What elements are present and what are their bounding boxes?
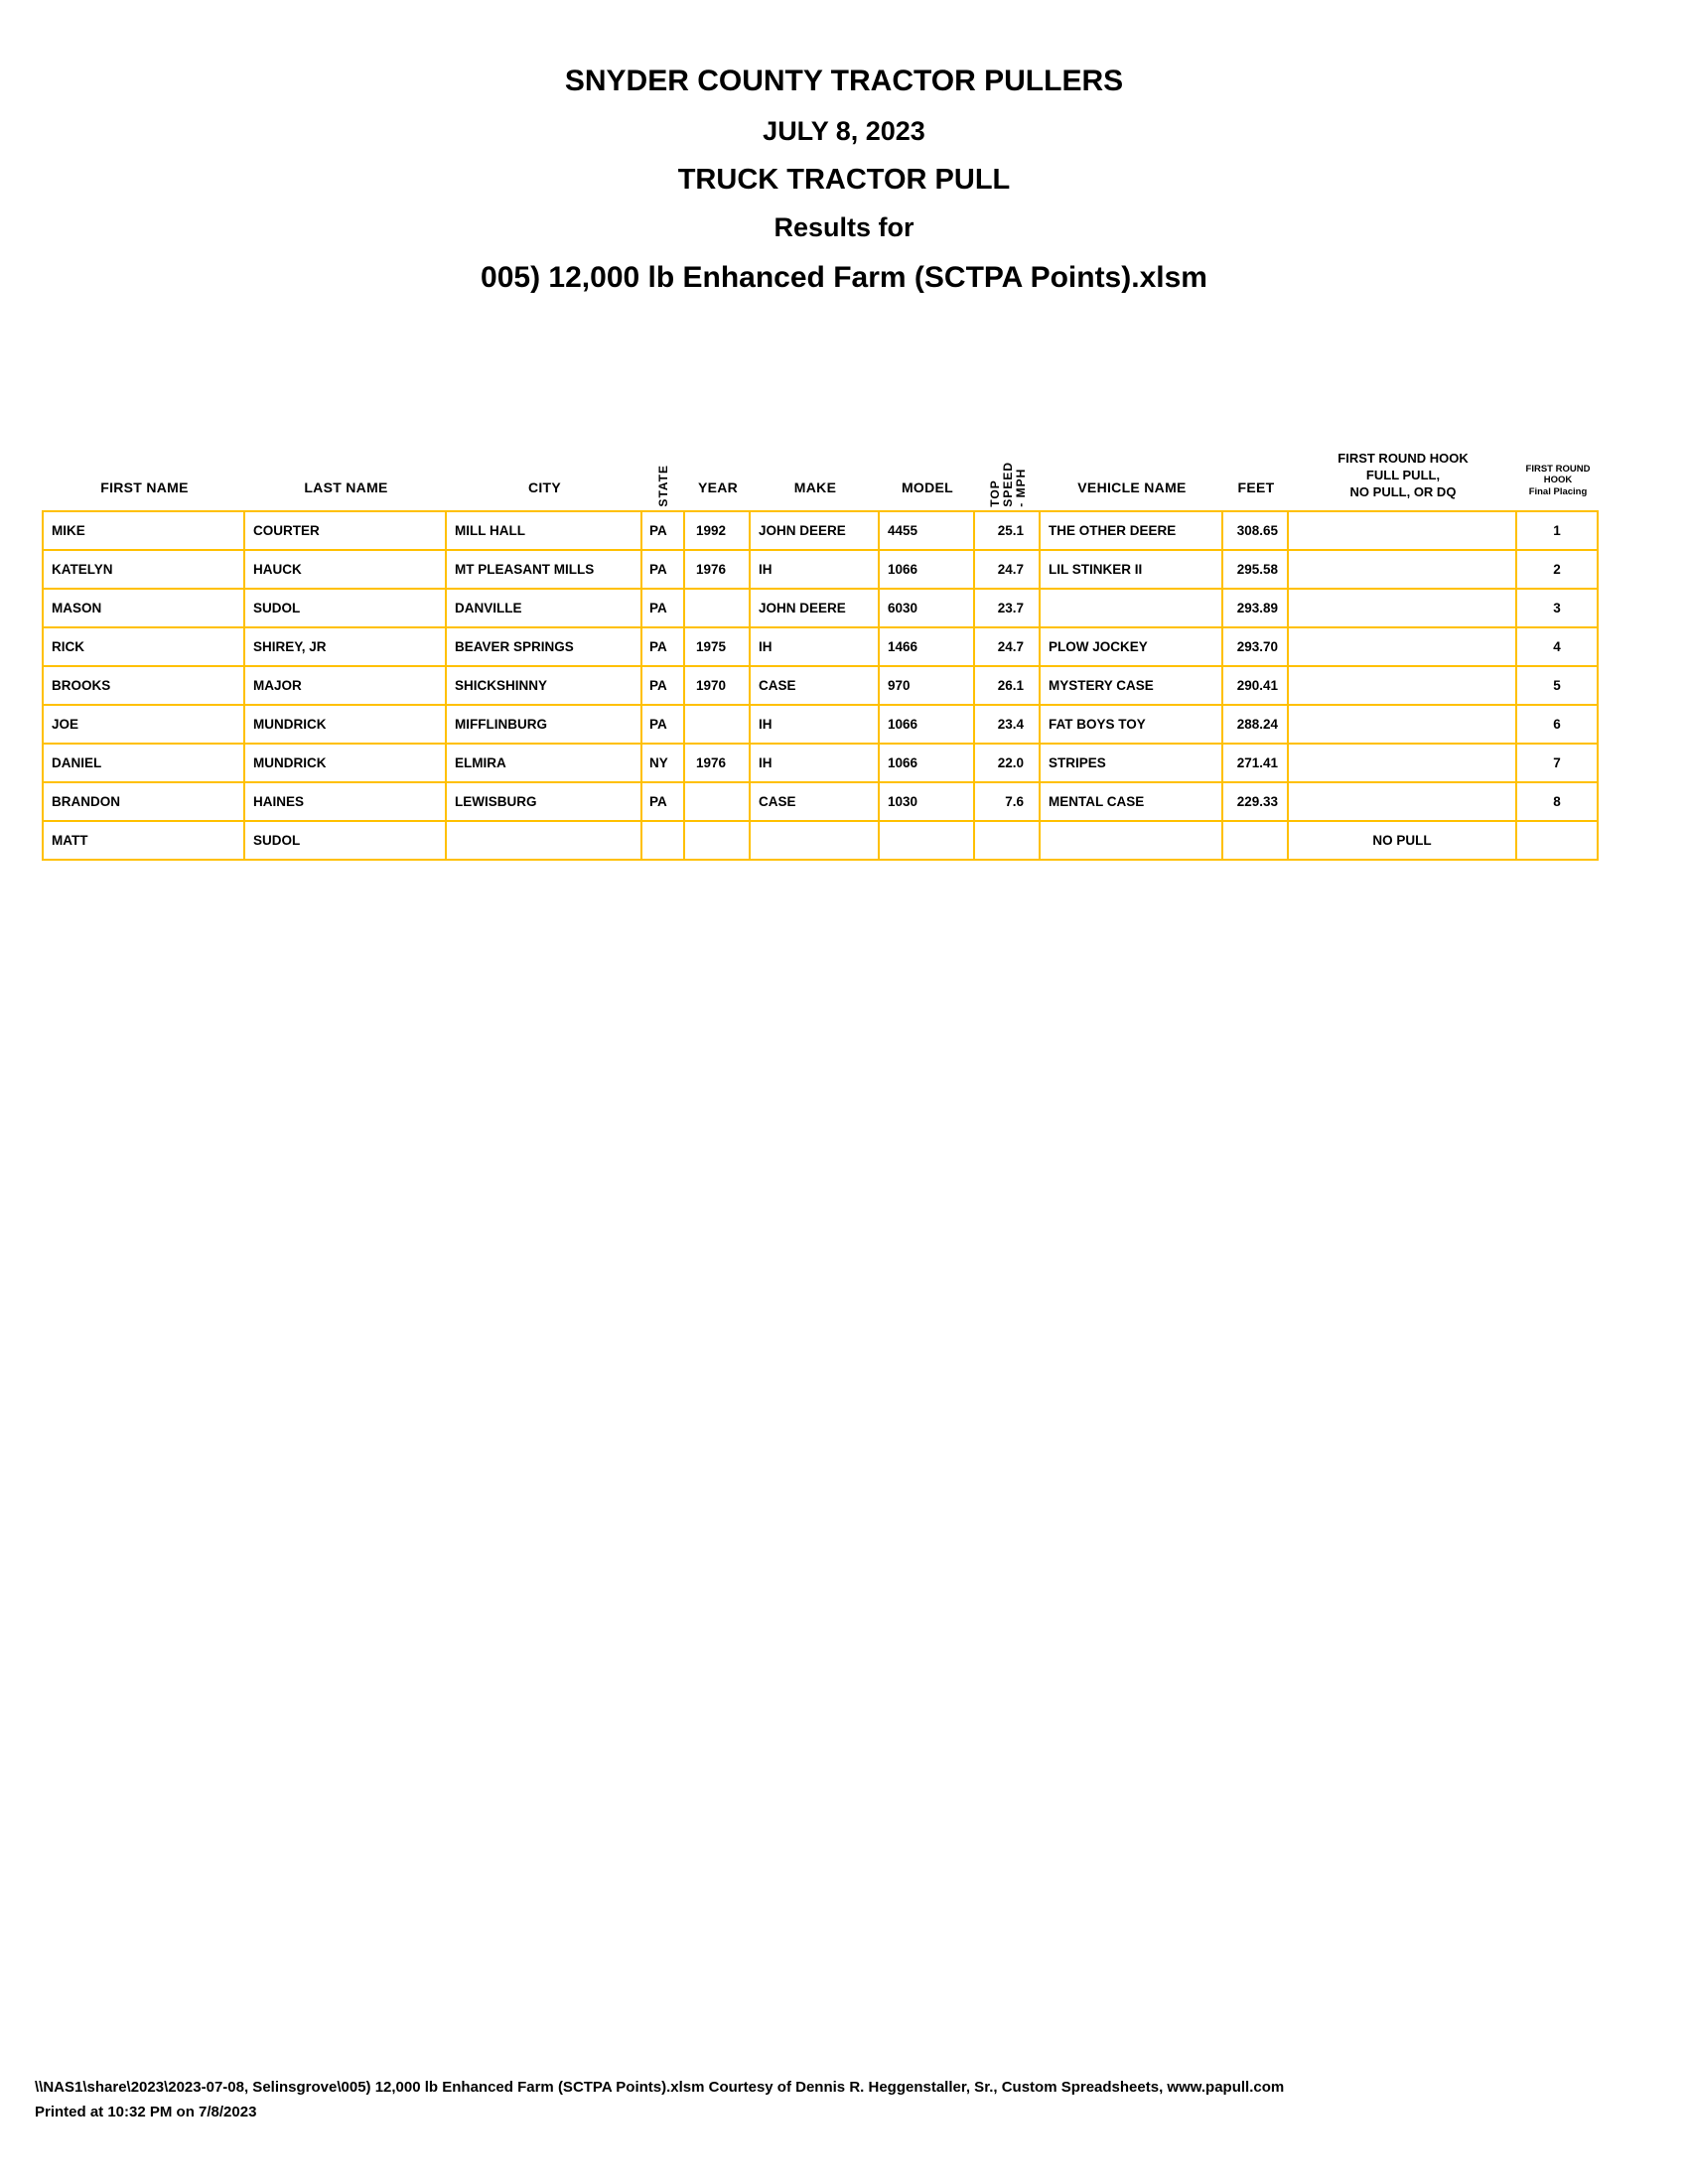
cell-top-speed: 26.1 xyxy=(975,667,1041,706)
cell-vehicle-name xyxy=(1041,822,1223,861)
cell-top-speed: 24.7 xyxy=(975,551,1041,590)
cell-final-placing: 7 xyxy=(1517,745,1599,783)
col-header-vehicle-name xyxy=(1041,415,1223,510)
cell-vehicle-name xyxy=(1041,590,1223,628)
cell-make: CASE xyxy=(751,667,880,706)
cell-first-name: BRANDON xyxy=(44,783,245,822)
col-header-year xyxy=(685,415,751,510)
cell-first-round-hook: NO PULL xyxy=(1289,822,1517,861)
class-filename-title: 005) 12,000 lb Enhanced Farm (SCTPA Points).xlsm xyxy=(481,261,1207,294)
cell-state: PA xyxy=(642,590,685,628)
cell-city: SHICKSHINNY xyxy=(447,667,642,706)
col-header-first-name xyxy=(44,415,245,510)
cell-first-name: KATELYN xyxy=(44,551,245,590)
cell-top-speed: 24.7 xyxy=(975,628,1041,667)
cell-model: 970 xyxy=(880,667,975,706)
cell-first-round-hook xyxy=(1289,745,1517,783)
results-table xyxy=(42,415,1599,861)
cell-vehicle-name: STRIPES xyxy=(1041,745,1223,783)
cell-last-name: COURTER xyxy=(245,512,447,551)
cell-model: 1066 xyxy=(880,706,975,745)
hook-header-line: FULL PULL, xyxy=(1365,468,1441,482)
col-header-label xyxy=(1337,450,1468,510)
cell-first-name: MATT xyxy=(44,822,245,861)
col-header-label: CITY xyxy=(527,479,562,495)
cell-final-placing: 2 xyxy=(1517,551,1599,590)
cell-model: 1466 xyxy=(880,628,975,667)
cell-city: BEAVER SPRINGS xyxy=(447,628,642,667)
col-header-label xyxy=(1526,464,1591,511)
table-row xyxy=(44,590,1599,628)
cell-vehicle-name: MENTAL CASE xyxy=(1041,783,1223,822)
top-speed-line: SPEED xyxy=(1000,462,1015,507)
cell-vehicle-name: MYSTERY CASE xyxy=(1041,667,1223,706)
cell-make: IH xyxy=(751,551,880,590)
page-footer xyxy=(35,2075,1284,2124)
cell-last-name: HAINES xyxy=(245,783,447,822)
cell-city: ELMIRA xyxy=(447,745,642,783)
cell-feet: 295.58 xyxy=(1223,551,1289,590)
cell-year: 1992 xyxy=(685,512,751,551)
cell-top-speed: 25.1 xyxy=(975,512,1041,551)
footer-file-path: \\NAS1\share\2023\2023-07-08, Selinsgrove\005) 12,000 lb Enhanced Farm (SCTPA Points).xlsm Courtesy of Dennis R. Heggenstaller, Sr., Custom Spreadsheets, www.papull.com xyxy=(35,2079,1285,2096)
cell-year xyxy=(685,783,751,822)
cell-make: IH xyxy=(751,745,880,783)
col-header-make xyxy=(751,415,880,510)
cell-make: JOHN DEERE xyxy=(751,512,880,551)
cell-year: 1975 xyxy=(685,628,751,667)
cell-feet: 290.41 xyxy=(1223,667,1289,706)
cell-make: CASE xyxy=(751,783,880,822)
col-header-final-placing xyxy=(1517,415,1599,510)
cell-first-name: BROOKS xyxy=(44,667,245,706)
cell-state: NY xyxy=(642,745,685,783)
cell-year xyxy=(685,822,751,861)
cell-feet: 229.33 xyxy=(1223,783,1289,822)
title-block xyxy=(0,64,1688,296)
table-row xyxy=(44,783,1599,822)
col-header-city xyxy=(447,415,642,510)
table-row xyxy=(44,822,1599,861)
cell-state: PA xyxy=(642,512,685,551)
cell-first-round-hook xyxy=(1289,783,1517,822)
cell-state: PA xyxy=(642,783,685,822)
cell-city: DANVILLE xyxy=(447,590,642,628)
cell-state: PA xyxy=(642,628,685,667)
cell-last-name: MAJOR xyxy=(245,667,447,706)
cell-final-placing: 4 xyxy=(1517,628,1599,667)
hook-header-line: NO PULL, OR DQ xyxy=(1349,484,1457,499)
cell-final-placing xyxy=(1517,822,1599,861)
table-row xyxy=(44,745,1599,783)
col-header-feet xyxy=(1223,415,1289,510)
cell-first-name: MASON xyxy=(44,590,245,628)
col-header-label-vertical xyxy=(989,462,1028,507)
cell-make xyxy=(751,822,880,861)
col-header-label: MODEL xyxy=(901,479,954,495)
cell-city: MT PLEASANT MILLS xyxy=(447,551,642,590)
cell-last-name: SUDOL xyxy=(245,590,447,628)
col-header-label: MAKE xyxy=(793,479,837,495)
cell-top-speed: 23.7 xyxy=(975,590,1041,628)
cell-first-round-hook xyxy=(1289,667,1517,706)
cell-model: 1066 xyxy=(880,745,975,783)
cell-last-name: MUNDRICK xyxy=(245,706,447,745)
cell-vehicle-name: PLOW JOCKEY xyxy=(1041,628,1223,667)
cell-model: 1066 xyxy=(880,551,975,590)
cell-first-name: MIKE xyxy=(44,512,245,551)
cell-feet: 308.65 xyxy=(1223,512,1289,551)
cell-make: IH xyxy=(751,706,880,745)
cell-last-name: HAUCK xyxy=(245,551,447,590)
placing-header-line: HOOK xyxy=(1543,475,1573,485)
table-header-row xyxy=(44,415,1599,510)
cell-vehicle-name: THE OTHER DEERE xyxy=(1041,512,1223,551)
footer-printed-at: Printed at 10:32 PM on 7/8/2023 xyxy=(35,2104,257,2120)
cell-final-placing: 8 xyxy=(1517,783,1599,822)
col-header-label: FIRST NAME xyxy=(100,479,189,495)
table-row xyxy=(44,706,1599,745)
cell-city: LEWISBURG xyxy=(447,783,642,822)
cell-last-name: MUNDRICK xyxy=(245,745,447,783)
event-name-title: SNYDER COUNTY TRACTOR PULLERS xyxy=(564,65,1124,97)
top-speed-line: - MPH xyxy=(1013,469,1028,507)
col-header-label: YEAR xyxy=(697,479,739,495)
col-header-top-speed xyxy=(975,415,1041,510)
cell-first-round-hook xyxy=(1289,706,1517,745)
cell-final-placing: 5 xyxy=(1517,667,1599,706)
cell-feet: 288.24 xyxy=(1223,706,1289,745)
cell-year: 1976 xyxy=(685,551,751,590)
cell-year xyxy=(685,590,751,628)
cell-state xyxy=(642,822,685,861)
cell-state: PA xyxy=(642,706,685,745)
cell-city xyxy=(447,822,642,861)
cell-first-name: DANIEL xyxy=(44,745,245,783)
cell-model: 1030 xyxy=(880,783,975,822)
cell-city: MILL HALL xyxy=(447,512,642,551)
col-header-first-round-hook xyxy=(1289,415,1517,510)
hook-header-line: FIRST ROUND HOOK xyxy=(1337,451,1469,466)
cell-vehicle-name: FAT BOYS TOY xyxy=(1041,706,1223,745)
cell-year: 1976 xyxy=(685,745,751,783)
cell-last-name: SUDOL xyxy=(245,822,447,861)
col-header-label: VEHICLE NAME xyxy=(1077,479,1187,495)
cell-vehicle-name: LIL STINKER II xyxy=(1041,551,1223,590)
col-header-state xyxy=(642,415,685,510)
cell-feet: 271.41 xyxy=(1223,745,1289,783)
table-row xyxy=(44,551,1599,590)
col-header-model xyxy=(880,415,975,510)
cell-top-speed xyxy=(975,822,1041,861)
cell-city: MIFFLINBURG xyxy=(447,706,642,745)
cell-top-speed: 22.0 xyxy=(975,745,1041,783)
cell-first-name: RICK xyxy=(44,628,245,667)
cell-top-speed: 23.4 xyxy=(975,706,1041,745)
cell-first-round-hook xyxy=(1289,551,1517,590)
results-for-label: Results for xyxy=(774,212,914,242)
cell-final-placing: 1 xyxy=(1517,512,1599,551)
table-body xyxy=(42,510,1599,861)
cell-model xyxy=(880,822,975,861)
cell-feet xyxy=(1223,822,1289,861)
cell-year: 1970 xyxy=(685,667,751,706)
col-header-label-vertical: STATE xyxy=(656,465,670,507)
col-header-label: FEET xyxy=(1237,479,1275,495)
cell-top-speed: 7.6 xyxy=(975,783,1041,822)
placing-header-line: Final Placing xyxy=(1528,485,1588,497)
table-row xyxy=(44,512,1599,551)
cell-first-round-hook xyxy=(1289,590,1517,628)
cell-year xyxy=(685,706,751,745)
cell-first-round-hook xyxy=(1289,628,1517,667)
table-row xyxy=(44,628,1599,667)
cell-state: PA xyxy=(642,551,685,590)
placing-header-line: FIRST ROUND xyxy=(1525,463,1591,475)
cell-final-placing: 3 xyxy=(1517,590,1599,628)
event-type-title: TRUCK TRACTOR PULL xyxy=(677,164,1011,196)
table-row xyxy=(44,667,1599,706)
cell-make: JOHN DEERE xyxy=(751,590,880,628)
cell-feet: 293.89 xyxy=(1223,590,1289,628)
cell-last-name: SHIREY, JR xyxy=(245,628,447,667)
cell-make: IH xyxy=(751,628,880,667)
cell-first-round-hook xyxy=(1289,512,1517,551)
col-header-label: LAST NAME xyxy=(304,479,388,495)
cell-first-name: JOE xyxy=(44,706,245,745)
cell-feet: 293.70 xyxy=(1223,628,1289,667)
top-speed-line: TOP xyxy=(987,479,1002,507)
cell-model: 6030 xyxy=(880,590,975,628)
cell-state: PA xyxy=(642,667,685,706)
cell-final-placing: 6 xyxy=(1517,706,1599,745)
cell-model: 4455 xyxy=(880,512,975,551)
col-header-last-name xyxy=(245,415,447,510)
event-date-title: JULY 8, 2023 xyxy=(763,116,925,146)
